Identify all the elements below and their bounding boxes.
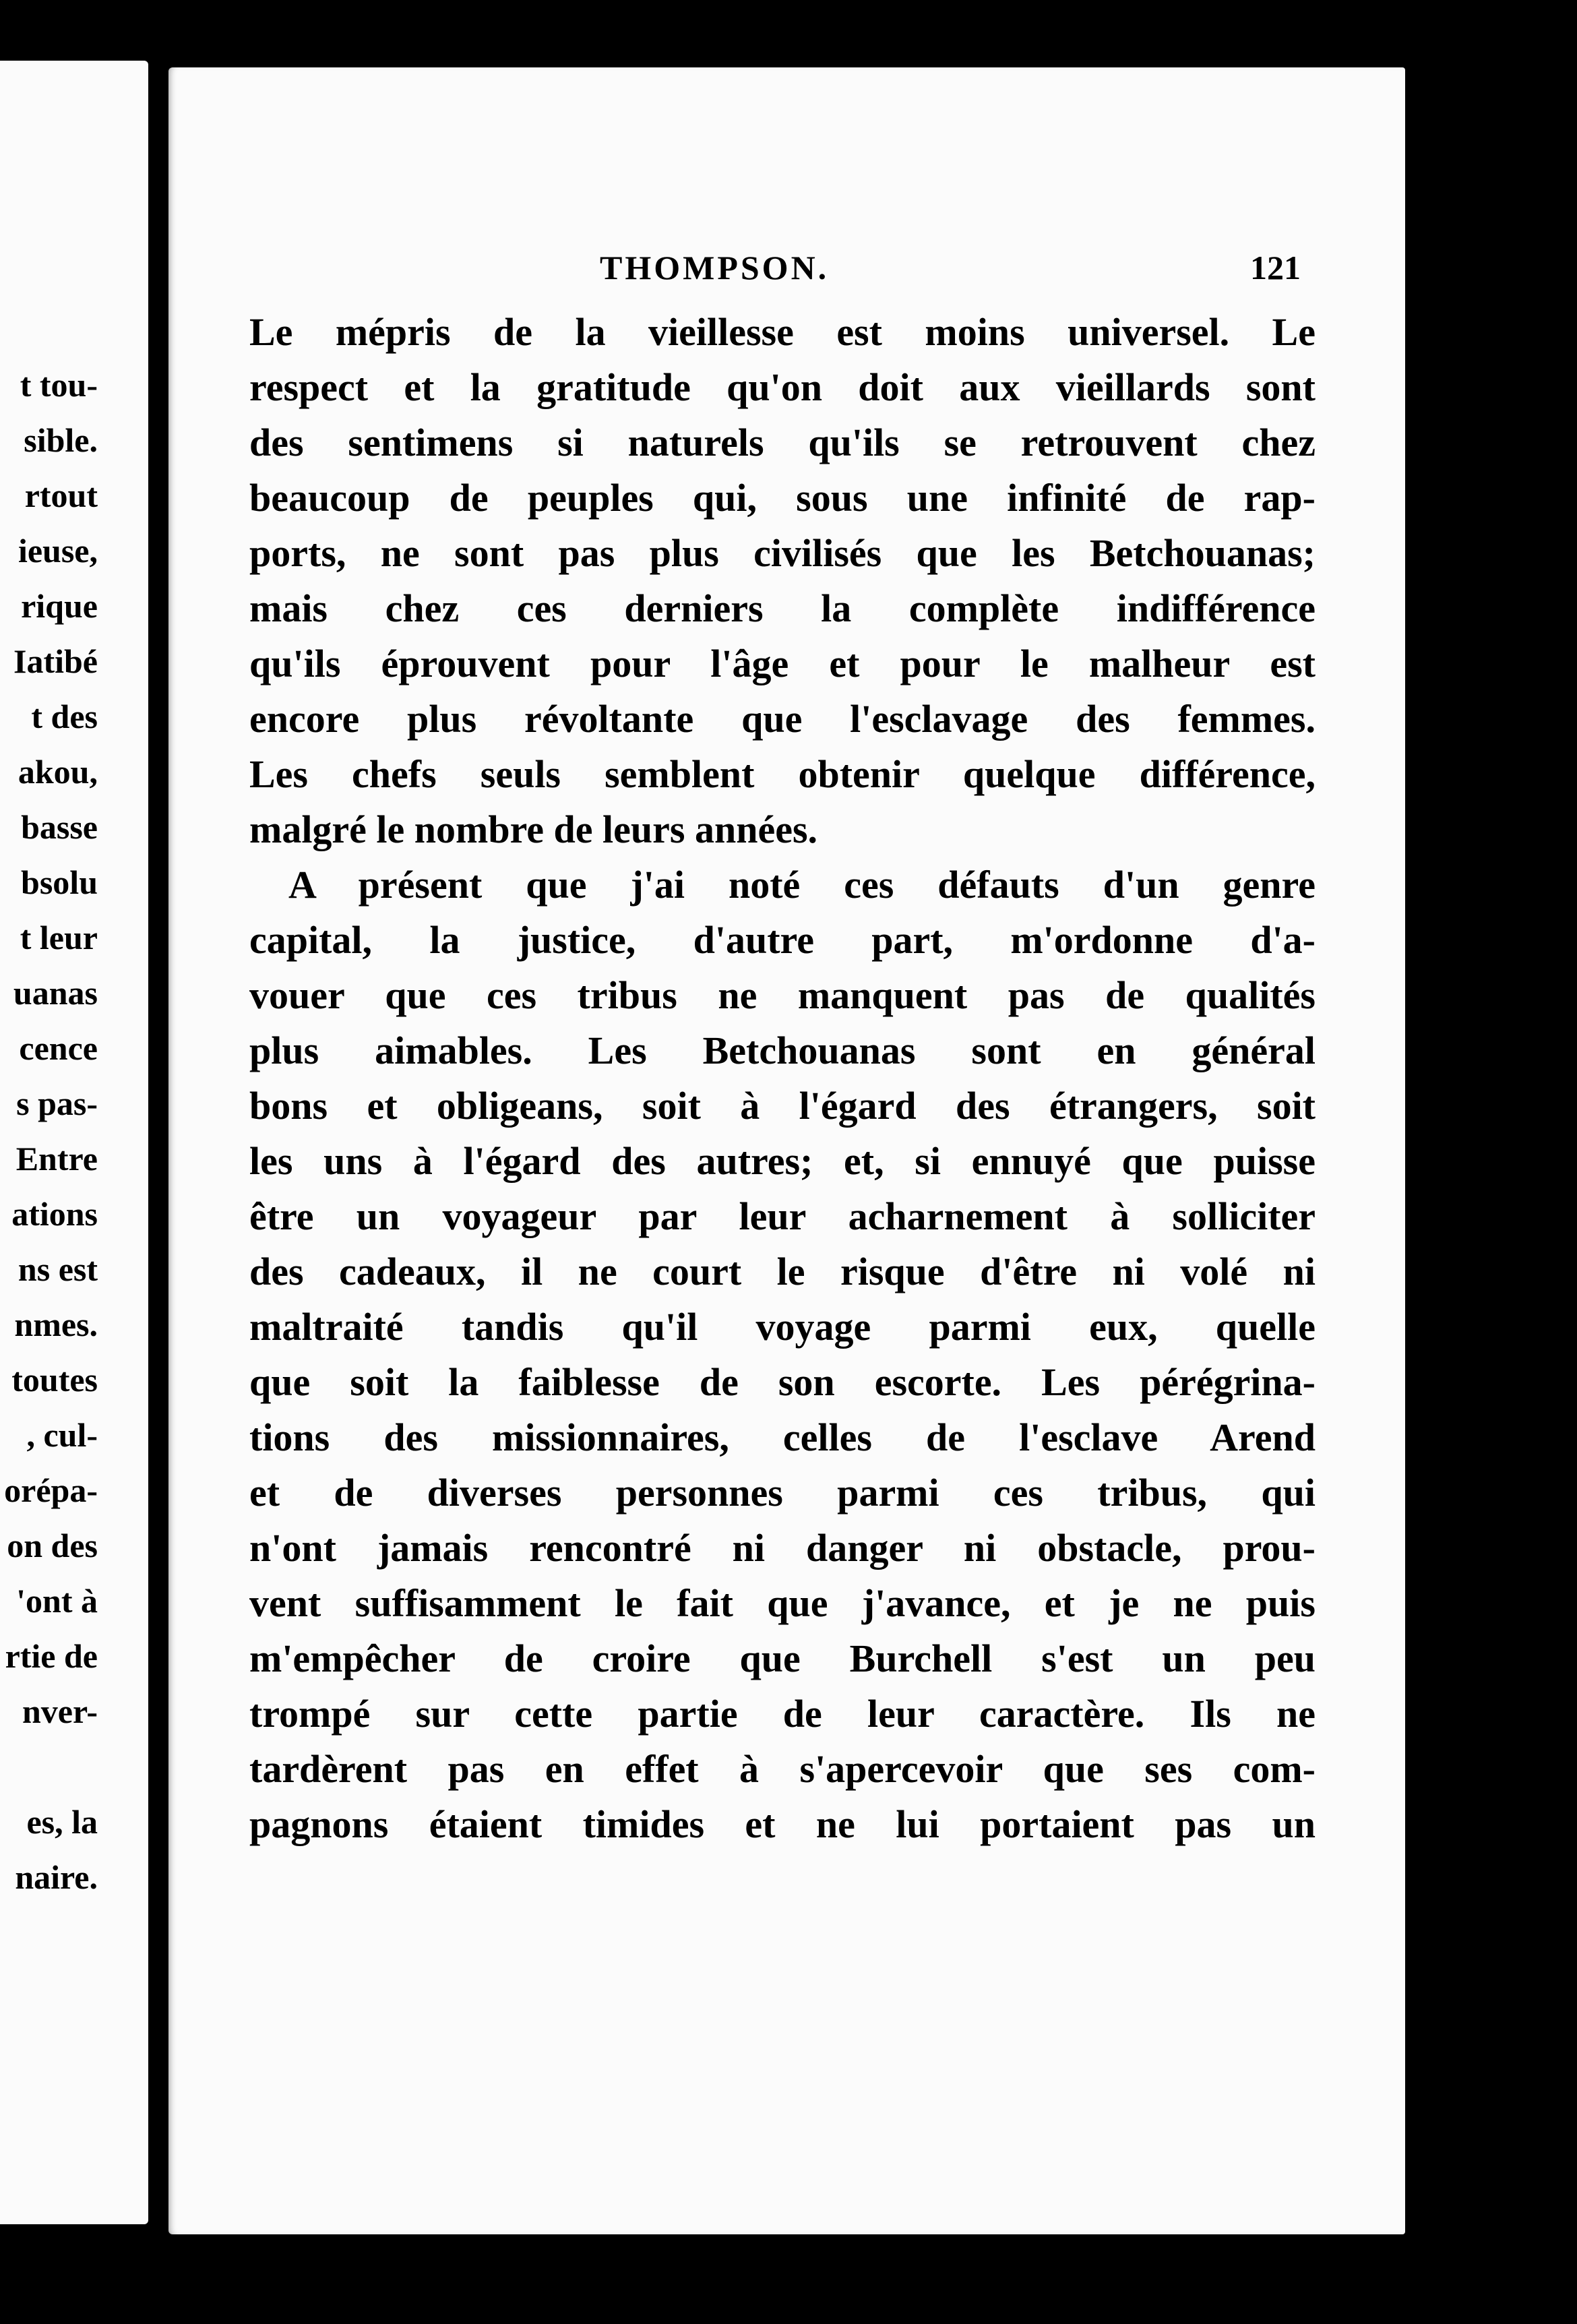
text-line: trompé sur cette partie de leur caractère. Ils ne [249, 1692, 1316, 1736]
text-line: tardèrent pas en effet à s'apercevoir que ses com- [249, 1747, 1316, 1791]
previous-page-line: Iatibé [13, 642, 98, 680]
page-121 [168, 67, 1405, 2234]
previous-page-line: uanas [13, 974, 98, 1012]
previous-page-line: akou, [18, 753, 98, 791]
text-line: encore plus révoltante que l'esclavage des femmes. [249, 697, 1316, 741]
text-line: capital, la justice, d'autre part, m'ordonne d'a- [249, 918, 1316, 962]
text-line: beaucoup de peuples qui, sous une infinité de rap- [249, 476, 1316, 520]
previous-page-line: ations [11, 1195, 98, 1233]
body-text [249, 305, 1316, 1852]
previous-page-line: 'ont à [16, 1582, 98, 1620]
text-line: pagnons étaient timides et ne lui portaient pas un [249, 1802, 1316, 1846]
previous-page-line: Entre [16, 1140, 98, 1178]
previous-page-line: sible. [24, 421, 98, 459]
previous-page-line: ieuse, [18, 532, 98, 570]
previous-page-line: rtie de [5, 1637, 98, 1675]
text-line: que soit la faiblesse de son escorte. Les pérégrina- [249, 1360, 1316, 1404]
text-line: mais chez ces derniers la complète indifférence [249, 586, 1316, 630]
previous-page-line: orépa- [4, 1471, 98, 1509]
text-line: m'empêcher de croire que Burchell s'est un peu [249, 1637, 1316, 1680]
previous-page-line: t tou- [20, 366, 98, 404]
text-line: et de diverses personnes parmi ces tribus, qui [249, 1471, 1316, 1515]
previous-page-line: basse [21, 808, 98, 846]
text-line: A présent que j'ai noté ces défauts d'un genre [288, 863, 1316, 907]
previous-page-line: s pas- [16, 1084, 98, 1122]
previous-page-gap [0, 1739, 98, 1794]
text-line: des sentimens si naturels qu'ils se retrouvent chez [249, 421, 1316, 464]
previous-page-line: rique [21, 587, 98, 625]
text-line: Le mépris de la vieillesse est moins universel. Le [249, 310, 1316, 354]
text-line: Les chefs seuls semblent obtenir quelque différence, [249, 752, 1316, 796]
previous-page-line: bsolu [21, 863, 98, 901]
previous-page-line: on des [7, 1527, 98, 1564]
previous-page-line: naire. [15, 1858, 98, 1896]
previous-page-line: ns est [18, 1250, 98, 1288]
previous-page [0, 61, 148, 2224]
previous-page-line: toutes [11, 1361, 98, 1399]
previous-page-line: t des [31, 698, 98, 735]
text-line: malgré le nombre de leurs années. [249, 807, 818, 851]
text-line: être un voyageur par leur acharnement à solliciter [249, 1194, 1316, 1238]
running-head [168, 248, 1405, 295]
previous-page-line: nmes. [14, 1306, 98, 1343]
text-line: qu'ils éprouvent pour l'âge et pour le malheur est [249, 642, 1316, 685]
text-line: vouer que ces tribus ne manquent pas de qualités [249, 973, 1316, 1017]
previous-page-line: t leur [20, 919, 98, 956]
text-line: les uns à l'égard des autres; et, si ennuyé que puisse [249, 1139, 1316, 1183]
text-line: des cadeaux, il ne court le risque d'être ni volé ni [249, 1250, 1316, 1293]
text-line: tions des missionnaires, celles de l'esclave Arend [249, 1415, 1316, 1459]
running-title: THOMPSON. [600, 249, 830, 286]
text-line: ports, ne sont pas plus civilisés que les Betchouanas; [249, 531, 1316, 575]
previous-page-line: es, la [26, 1803, 98, 1841]
page-number: 121 [1250, 249, 1301, 286]
previous-page-text [0, 357, 98, 1905]
previous-page-line: nver- [22, 1692, 98, 1730]
text-line: maltraité tandis qu'il voyage parmi eux, quelle [249, 1305, 1316, 1349]
previous-page-line: cence [19, 1029, 98, 1067]
text-line: vent suffisamment le fait que j'avance, et je ne puis [249, 1581, 1316, 1625]
previous-page-line: rtout [24, 477, 98, 514]
text-line: bons et obligeans, soit à l'égard des étrangers, soit [249, 1084, 1316, 1128]
text-line: respect et la gratitude qu'on doit aux vieillards sont [249, 365, 1316, 409]
previous-page-line: , cul- [26, 1416, 98, 1454]
text-line: n'ont jamais rencontré ni danger ni obstacle, prou- [249, 1526, 1316, 1570]
text-line: plus aimables. Les Betchouanas sont en général [249, 1029, 1316, 1072]
